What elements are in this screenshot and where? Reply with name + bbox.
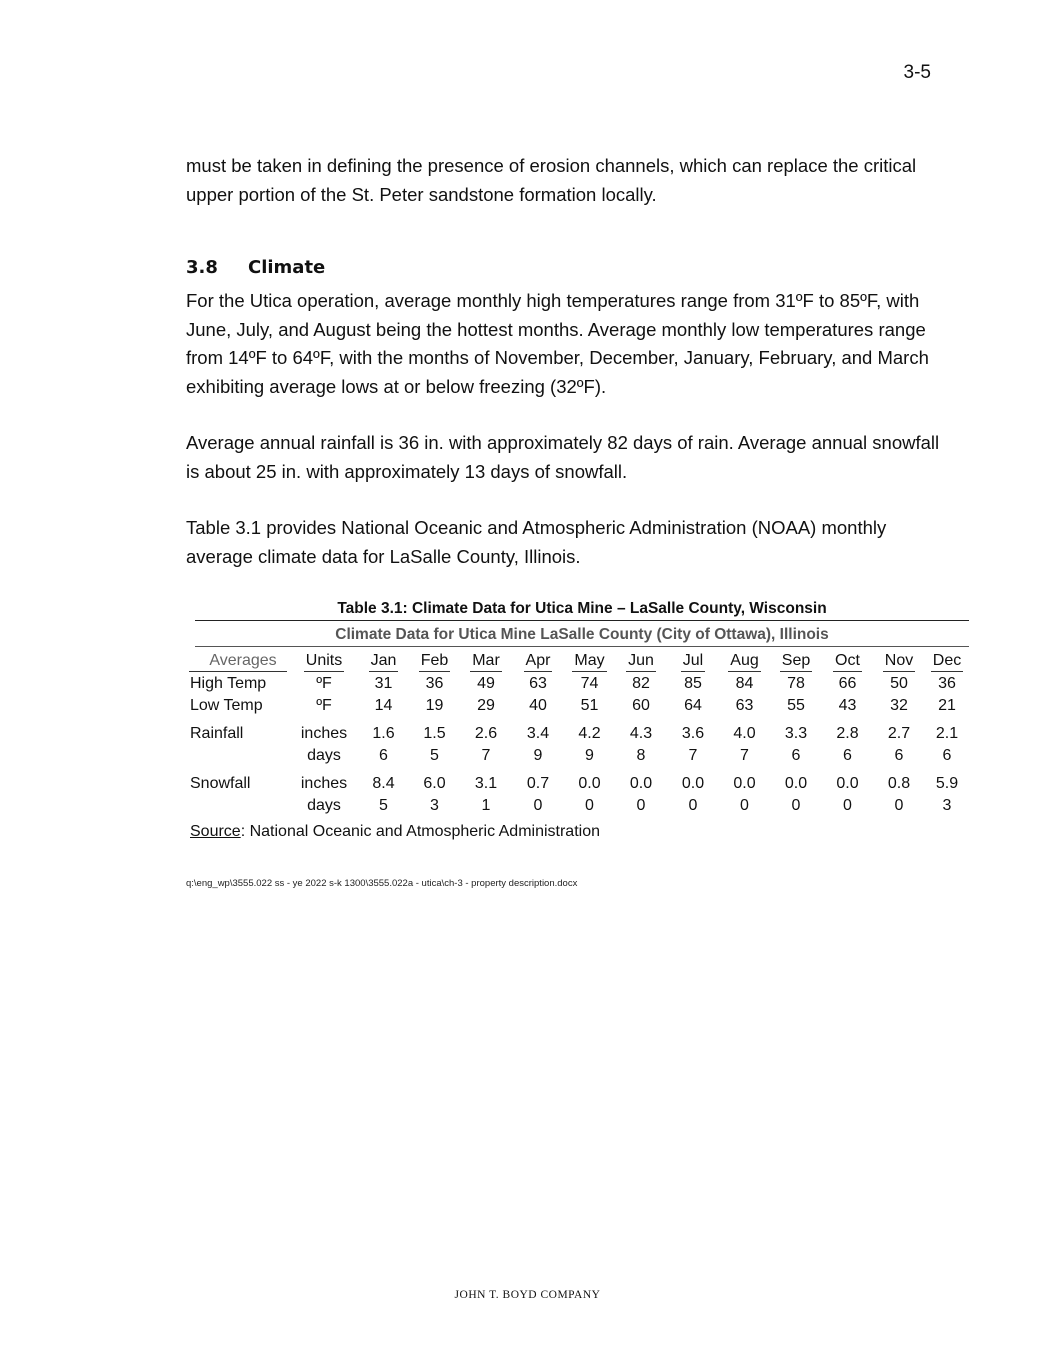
row-label [186,795,290,817]
table-header-cell [925,647,969,673]
table-header-cell [822,647,873,673]
table-cell: 6 [791,747,801,764]
row-label: Low Temp [190,697,263,714]
table-cell: 3.3 [784,725,808,742]
table-cell: 6.0 [423,775,446,792]
page-number: 3-5 [903,62,931,83]
row-label: Snowfall [190,775,251,792]
climate-table-block [186,600,969,841]
table-header-label: Jul [681,652,705,672]
table-cell: 60 [632,697,650,714]
table-cell: 5 [379,797,388,814]
table-cell: 0.7 [526,775,550,792]
table-header-label: Dec [931,652,963,672]
table-cell: 2.8 [836,725,859,742]
table-cell: 2.6 [474,725,498,742]
row-unit: inches [300,775,348,792]
table-header-cell [186,647,290,673]
table-cell: 66 [838,675,857,692]
table-header-label: Sep [780,652,812,672]
table-cell: 49 [477,675,495,692]
climate-data-table [186,647,969,817]
table-cell: 0 [636,797,646,814]
table-header-label: Jan [369,652,399,672]
row-label: Rainfall [190,725,244,742]
table-cell: 36 [938,675,956,692]
table-cell: 1.5 [423,725,446,742]
table-cell: 2.7 [887,725,911,742]
table-cell: 63 [529,675,547,692]
table-cell: 0 [585,797,594,814]
table-header-cell [873,647,925,673]
table-header-label: Jun [626,652,656,672]
row-unit: ºF [316,675,332,692]
table-cell: 0 [740,797,749,814]
table-cell: 43 [838,697,857,714]
row-label: High Temp [190,675,267,692]
company-footer: JOHN T. BOYD COMPANY [454,1289,601,1301]
table-row [186,673,969,695]
table-header-cell [719,647,770,673]
table-header-cell [667,647,719,673]
table-header-label: Mar [470,652,502,672]
table-cell: 29 [477,697,495,714]
table-cell: 3 [430,797,439,814]
table-cell: 0.0 [784,775,808,792]
section-title: Climate [248,257,326,278]
intro-paragraph: must be taken in defining the presence of erosion channels, which can replace the critical upper portion of the St. Peter sandstone formation locally. [186,155,917,205]
table-header-cell [290,647,358,673]
table-header-cell [460,647,512,673]
row-unit: days [307,797,341,814]
table-cell: 78 [787,675,805,692]
table-cell: 0.8 [887,775,911,792]
table-header-cell [409,647,460,673]
table-header-cell [564,647,615,673]
table-header-label: Units [304,652,344,672]
table-header-label: Averages [189,652,286,672]
table-header-label: Nov [883,652,915,672]
table-cell: 55 [787,697,805,714]
table-cell: 6 [894,747,904,764]
table-cell: 7 [740,747,749,764]
table-cell: 2.1 [935,725,959,742]
table-cell: 8 [636,747,646,764]
table-subcaption: Climate Data for Utica Mine LaSalle County (City of Ottawa), Illinois [195,621,969,647]
table-cell: 7 [481,747,491,764]
table-reference-paragraph: Table 3.1 provides National Oceanic and Atmospheric Administration (NOAA) monthly average climate data for LaSalle County, Illinois. [186,517,887,567]
table-cell: 7 [688,747,698,764]
table-header-cell [512,647,564,673]
table-cell: 0.0 [836,775,859,792]
table-header-label: Aug [728,652,760,672]
table-cell: 4.2 [578,725,601,742]
row-unit: ºF [316,697,332,714]
table-row [186,717,969,745]
rainfall-paragraph: Average annual rainfall is 36 in. with approximately 82 days of rain. Average annual snowfall is about 25 in. with approximately 13 days of snowfall. [186,432,940,482]
table-header-label: Feb [419,652,451,672]
row-unit: days [307,747,341,764]
table-header-label: May [572,652,606,672]
table-source [190,823,969,841]
table-header-label: Oct [833,652,862,672]
table-cell: 9 [533,747,543,764]
table-cell: 64 [684,697,702,714]
table-cell: 9 [585,747,594,764]
table-cell: 0.0 [578,775,601,792]
source-label: Source [190,823,241,840]
table-cell: 5 [430,747,439,764]
table-row [186,795,969,817]
table-cell: 14 [374,697,393,714]
table-cell: 84 [735,675,754,692]
table-cell: 0.0 [733,775,756,792]
table-cell: 0.0 [629,775,653,792]
table-cell: 6 [942,747,952,764]
table-cell: 40 [529,697,547,714]
table-row [186,767,969,795]
table-cell: 6 [843,747,852,764]
table-header-row [186,647,969,673]
section-number: 3.8 [186,257,218,278]
table-cell: 3.4 [526,725,550,742]
row-unit: inches [300,725,348,742]
table-cell: 1.6 [372,725,395,742]
table-cell: 21 [938,697,956,714]
table-cell: 0 [533,797,543,814]
table-header-label: Apr [524,652,553,672]
table-cell: 0 [791,797,801,814]
table-cell: 5.9 [935,775,959,792]
table-cell: 4.0 [733,725,756,742]
table-caption: Table 3.1: Climate Data for Utica Mine – LaSalle County, Wisconsin [195,600,969,621]
table-cell: 0 [894,797,904,814]
table-cell: 63 [735,697,754,714]
table-cell: 85 [684,675,702,692]
table-cell: 74 [580,675,599,692]
table-cell: 31 [374,675,393,692]
table-cell: 3.1 [474,775,498,792]
table-header-cell [770,647,822,673]
table-row [186,745,969,767]
table-cell: 1 [481,797,491,814]
section-heading [186,257,325,278]
table-cell: 6 [379,747,388,764]
table-header-cell [615,647,667,673]
table-cell: 3.6 [681,725,705,742]
row-label [186,745,290,767]
table-cell: 3 [942,797,952,814]
file-path: q:\eng_wp\3555.022 ss - ye 2022 s-k 1300\3555.022a - utica\ch-3 - property description.docx [186,878,578,889]
temperature-paragraph: For the Utica operation, average monthly high temperatures range from 31ºF to 85ºF, with June, July, and August being the hottest months. Average monthly low temperatures range from 14ºF to 64ºF, with the months of November, December, January, February, and March exhibiting average lows at or below freezing (32ºF). [186,290,929,397]
table-cell: 0 [843,797,852,814]
table-cell: 36 [425,675,444,692]
table-header-cell [358,647,409,673]
source-text: : National Oceanic and Atmospheric Administration [240,823,600,840]
table-cell: 50 [890,675,908,692]
table-cell: 4.3 [629,725,653,742]
table-cell: 51 [580,697,599,714]
table-cell: 0 [688,797,698,814]
table-cell: 8.4 [372,775,395,792]
table-cell: 32 [890,697,908,714]
table-cell: 82 [632,675,650,692]
table-row [186,695,969,717]
table-cell: 0.0 [681,775,705,792]
table-cell: 19 [425,697,444,714]
